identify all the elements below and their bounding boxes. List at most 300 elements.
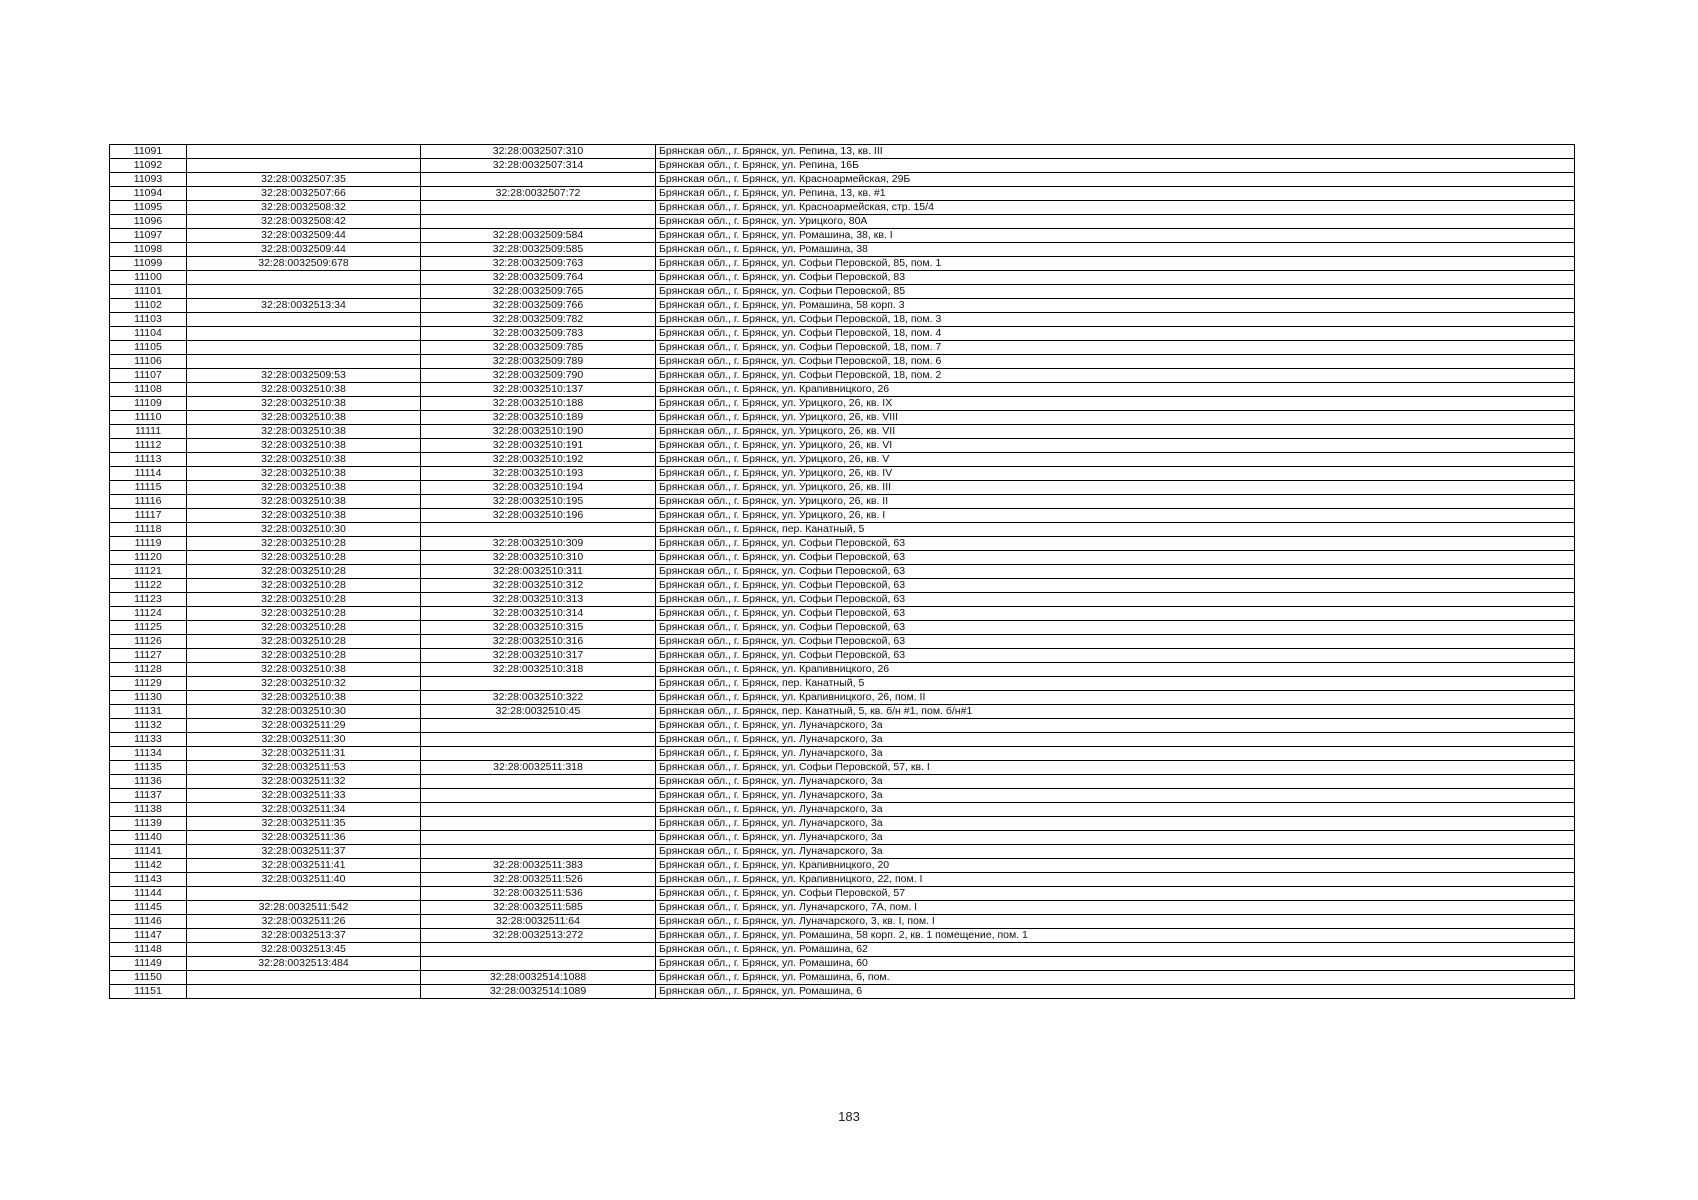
cadastral-number-land [187, 327, 421, 341]
cadastral-number-building: 32:28:0032510:193 [421, 467, 656, 481]
row-number: 11100 [110, 271, 187, 285]
row-number: 11129 [110, 677, 187, 691]
row-number: 11092 [110, 159, 187, 173]
row-number: 11106 [110, 355, 187, 369]
row-number: 11137 [110, 789, 187, 803]
cadastral-number-land: 32:28:0032510:38 [187, 509, 421, 523]
table-row [110, 257, 1575, 271]
cadastral-number-building: 32:28:0032509:764 [421, 271, 656, 285]
address: Брянская обл., г. Брянск, ул. Ромашина, 58 корп. 2, кв. 1 помещение, пом. 1 [656, 929, 1575, 943]
cadastral-number-land: 32:28:0032510:38 [187, 383, 421, 397]
page-number: 183 [838, 1109, 860, 1124]
table-row [110, 817, 1575, 831]
table-row [110, 145, 1575, 159]
row-number: 11123 [110, 593, 187, 607]
table-row [110, 439, 1575, 453]
cadastral-number-land: 32:28:0032510:38 [187, 397, 421, 411]
address: Брянская обл., г. Брянск, ул. Красноармейская, 29Б [656, 173, 1575, 187]
address: Брянская обл., г. Брянск, ул. Луначарского, 3а [656, 733, 1575, 747]
table-row [110, 649, 1575, 663]
cadastral-number-building: 32:28:0032510:312 [421, 579, 656, 593]
row-number: 11134 [110, 747, 187, 761]
cadastral-number-building [421, 957, 656, 971]
table-row [110, 495, 1575, 509]
row-number: 11117 [110, 509, 187, 523]
row-number: 11107 [110, 369, 187, 383]
address: Брянская обл., г. Брянск, ул. Урицкого, 26, кв. VI [656, 439, 1575, 453]
table-row [110, 187, 1575, 201]
address: Брянская обл., г. Брянск, ул. Софьи Перовской, 18, пом. 2 [656, 369, 1575, 383]
cadastral-number-building: 32:28:0032509:584 [421, 229, 656, 243]
row-number: 11099 [110, 257, 187, 271]
table-row [110, 873, 1575, 887]
cadastral-number-building [421, 523, 656, 537]
cadastral-number-land: 32:28:0032511:53 [187, 761, 421, 775]
cadastral-number-land [187, 271, 421, 285]
cadastral-number-building: 32:28:0032513:272 [421, 929, 656, 943]
table-row [110, 677, 1575, 691]
address: Брянская обл., г. Брянск, ул. Урицкого, 26, кв. II [656, 495, 1575, 509]
row-number: 11135 [110, 761, 187, 775]
row-number: 11127 [110, 649, 187, 663]
table-body [110, 145, 1575, 999]
cadastral-number-building: 32:28:0032507:310 [421, 145, 656, 159]
table-row [110, 747, 1575, 761]
address: Брянская обл., г. Брянск, ул. Луначарского, 3а [656, 803, 1575, 817]
row-number: 11126 [110, 635, 187, 649]
cadastral-number-building: 32:28:0032509:766 [421, 299, 656, 313]
row-number: 11102 [110, 299, 187, 313]
cadastral-number-land [187, 145, 421, 159]
table-row [110, 621, 1575, 635]
row-number: 11139 [110, 817, 187, 831]
table-row [110, 523, 1575, 537]
cadastral-number-land: 32:28:0032511:32 [187, 775, 421, 789]
row-number: 11122 [110, 579, 187, 593]
row-number: 11144 [110, 887, 187, 901]
row-number: 11104 [110, 327, 187, 341]
cadastral-number-building [421, 803, 656, 817]
cadastral-number-building: 32:28:0032510:316 [421, 635, 656, 649]
row-number: 11131 [110, 705, 187, 719]
cadastral-number-land [187, 887, 421, 901]
row-number: 11112 [110, 439, 187, 453]
address: Брянская обл., г. Брянск, ул. Репина, 13, кв. III [656, 145, 1575, 159]
cadastral-number-land: 32:28:0032511:37 [187, 845, 421, 859]
cadastral-number-building [421, 845, 656, 859]
cadastral-number-land: 32:28:0032511:30 [187, 733, 421, 747]
row-number: 11114 [110, 467, 187, 481]
row-number: 11116 [110, 495, 187, 509]
address: Брянская обл., г. Брянск, ул. Луначарского, 3а [656, 747, 1575, 761]
table-row [110, 929, 1575, 943]
cadastral-number-land: 32:28:0032508:32 [187, 201, 421, 215]
row-number: 11125 [110, 621, 187, 635]
address: Брянская обл., г. Брянск, ул. Софьи Перовской, 18, пом. 7 [656, 341, 1575, 355]
cadastral-number-building: 32:28:0032507:72 [421, 187, 656, 201]
address: Брянская обл., г. Брянск, ул. Луначарского, 3а [656, 719, 1575, 733]
cadastral-number-building: 32:28:0032514:1088 [421, 971, 656, 985]
cadastral-number-land: 32:28:0032508:42 [187, 215, 421, 229]
address: Брянская обл., г. Брянск, ул. Ромашина, 58 корп. 3 [656, 299, 1575, 313]
cadastral-number-building [421, 733, 656, 747]
cadastral-number-land [187, 341, 421, 355]
table-row [110, 887, 1575, 901]
cadastral-number-land: 32:28:0032507:35 [187, 173, 421, 187]
cadastral-number-building: 32:28:0032511:585 [421, 901, 656, 915]
address: Брянская обл., г. Брянск, ул. Софьи Перовской, 57, кв. I [656, 761, 1575, 775]
table-row [110, 691, 1575, 705]
cadastral-number-building: 32:28:0032509:782 [421, 313, 656, 327]
cadastral-number-building: 32:28:0032514:1089 [421, 985, 656, 999]
table-row [110, 467, 1575, 481]
cadastral-number-land: 32:28:0032510:28 [187, 635, 421, 649]
address: Брянская обл., г. Брянск, ул. Ромашина, 62 [656, 943, 1575, 957]
row-number: 11101 [110, 285, 187, 299]
row-number: 11140 [110, 831, 187, 845]
cadastral-number-land: 32:28:0032510:28 [187, 593, 421, 607]
cadastral-number-land: 32:28:0032513:34 [187, 299, 421, 313]
table-row [110, 369, 1575, 383]
cadastral-number-land: 32:28:0032511:35 [187, 817, 421, 831]
table-row [110, 943, 1575, 957]
cadastral-number-land [187, 355, 421, 369]
address: Брянская обл., г. Брянск, ул. Крапивницкого, 26 [656, 383, 1575, 397]
table-row [110, 705, 1575, 719]
address: Брянская обл., г. Брянск, ул. Репина, 13, кв. #1 [656, 187, 1575, 201]
cadastral-number-building: 32:28:0032510:318 [421, 663, 656, 677]
cadastral-number-land: 32:28:0032509:44 [187, 229, 421, 243]
cadastral-number-land: 32:28:0032510:32 [187, 677, 421, 691]
cadastral-number-building [421, 201, 656, 215]
address: Брянская обл., г. Брянск, ул. Крапивницкого, 26 [656, 663, 1575, 677]
row-number: 11133 [110, 733, 187, 747]
table-row [110, 901, 1575, 915]
row-number: 11110 [110, 411, 187, 425]
table-row [110, 355, 1575, 369]
address: Брянская обл., г. Брянск, ул. Софьи Перовской, 63 [656, 537, 1575, 551]
address: Брянская обл., г. Брянск, ул. Софьи Перовской, 63 [656, 635, 1575, 649]
cadastral-number-land: 32:28:0032510:38 [187, 411, 421, 425]
cadastral-number-building: 32:28:0032509:790 [421, 369, 656, 383]
row-number: 11093 [110, 173, 187, 187]
row-number: 11151 [110, 985, 187, 999]
address: Брянская обл., г. Брянск, ул. Софьи Перовской, 83 [656, 271, 1575, 285]
row-number: 11132 [110, 719, 187, 733]
cadastral-number-land: 32:28:0032510:38 [187, 453, 421, 467]
address: Брянская обл., г. Брянск, ул. Софьи Перовской, 63 [656, 649, 1575, 663]
cadastral-number-land: 32:28:0032509:678 [187, 257, 421, 271]
cadastral-number-land [187, 313, 421, 327]
address: Брянская обл., г. Брянск, ул. Урицкого, 26, кв. IX [656, 397, 1575, 411]
row-number: 11115 [110, 481, 187, 495]
table-row [110, 229, 1575, 243]
address: Брянская обл., г. Брянск, ул. Урицкого, 26, кв. IV [656, 467, 1575, 481]
cadastral-number-land: 32:28:0032510:28 [187, 537, 421, 551]
row-number: 11143 [110, 873, 187, 887]
cadastral-number-land: 32:28:0032513:484 [187, 957, 421, 971]
cadastral-number-building: 32:28:0032510:311 [421, 565, 656, 579]
table-row [110, 313, 1575, 327]
row-number: 11103 [110, 313, 187, 327]
cadastral-number-building: 32:28:0032510:195 [421, 495, 656, 509]
row-number: 11128 [110, 663, 187, 677]
table-row [110, 607, 1575, 621]
row-number: 11111 [110, 425, 187, 439]
address: Брянская обл., г. Брянск, пер. Канатный, 5, кв. б/н #1, пом. б/н#1 [656, 705, 1575, 719]
address: Брянская обл., г. Брянск, ул. Софьи Перовской, 85 [656, 285, 1575, 299]
cadastral-number-land [187, 985, 421, 999]
table-row [110, 579, 1575, 593]
table-row [110, 957, 1575, 971]
table-row [110, 425, 1575, 439]
table-row [110, 775, 1575, 789]
cadastral-number-building: 32:28:0032510:45 [421, 705, 656, 719]
address: Брянская обл., г. Брянск, ул. Урицкого, 26, кв. I [656, 509, 1575, 523]
cadastral-number-building: 32:28:0032510:192 [421, 453, 656, 467]
row-number: 11138 [110, 803, 187, 817]
table-row [110, 215, 1575, 229]
address: Брянская обл., г. Брянск, ул. Ромашина, 6 [656, 985, 1575, 999]
table-row [110, 201, 1575, 215]
cadastral-number-land: 32:28:0032510:38 [187, 425, 421, 439]
address: Брянская обл., г. Брянск, ул. Луначарского, 3а [656, 775, 1575, 789]
cadastral-number-building [421, 215, 656, 229]
cadastral-number-land: 32:28:0032510:28 [187, 565, 421, 579]
address: Брянская обл., г. Брянск, ул. Луначарского, 3а [656, 831, 1575, 845]
cadastral-number-building: 32:28:0032510:314 [421, 607, 656, 621]
row-number: 11098 [110, 243, 187, 257]
cadastral-number-land: 32:28:0032510:38 [187, 691, 421, 705]
row-number: 11145 [110, 901, 187, 915]
row-number: 11118 [110, 523, 187, 537]
cadastral-number-building [421, 943, 656, 957]
address: Брянская обл., г. Брянск, ул. Луначарского, 3а [656, 845, 1575, 859]
address: Брянская обл., г. Брянск, ул. Репина, 16Б [656, 159, 1575, 173]
cadastral-number-land: 32:28:0032510:28 [187, 579, 421, 593]
row-number: 11091 [110, 145, 187, 159]
cadastral-number-land: 32:28:0032511:29 [187, 719, 421, 733]
row-number: 11119 [110, 537, 187, 551]
address: Брянская обл., г. Брянск, пер. Канатный, 5 [656, 677, 1575, 691]
cadastral-number-building [421, 789, 656, 803]
table-row [110, 831, 1575, 845]
address: Брянская обл., г. Брянск, пер. Канатный, 5 [656, 523, 1575, 537]
row-number: 11121 [110, 565, 187, 579]
address: Брянская обл., г. Брянск, ул. Луначарского, 3а [656, 789, 1575, 803]
table-row [110, 411, 1575, 425]
cadastral-number-building: 32:28:0032509:783 [421, 327, 656, 341]
cadastral-number-building: 32:28:0032510:188 [421, 397, 656, 411]
cadastral-number-land [187, 971, 421, 985]
cadastral-number-building: 32:28:0032510:191 [421, 439, 656, 453]
cadastral-number-land: 32:28:0032511:36 [187, 831, 421, 845]
table-row [110, 271, 1575, 285]
cadastral-number-building: 32:28:0032510:137 [421, 383, 656, 397]
row-number: 11096 [110, 215, 187, 229]
address: Брянская обл., г. Брянск, ул. Крапивницкого, 22, пом. I [656, 873, 1575, 887]
cadastral-number-building: 32:28:0032510:194 [421, 481, 656, 495]
row-number: 11142 [110, 859, 187, 873]
cadastral-number-land: 32:28:0032510:28 [187, 649, 421, 663]
cadastral-number-building: 32:28:0032509:585 [421, 243, 656, 257]
row-number: 11141 [110, 845, 187, 859]
cadastral-number-land: 32:28:0032510:38 [187, 439, 421, 453]
cadastral-number-land: 32:28:0032511:41 [187, 859, 421, 873]
table-row [110, 453, 1575, 467]
row-number: 11120 [110, 551, 187, 565]
row-number: 11150 [110, 971, 187, 985]
address: Брянская обл., г. Брянск, ул. Ромашина, 6, пом. [656, 971, 1575, 985]
row-number: 11149 [110, 957, 187, 971]
row-number: 11105 [110, 341, 187, 355]
cadastral-number-land: 32:28:0032513:37 [187, 929, 421, 943]
table-row [110, 285, 1575, 299]
cadastral-number-land: 32:28:0032511:542 [187, 901, 421, 915]
table-row [110, 985, 1575, 999]
row-number: 11097 [110, 229, 187, 243]
cadastral-number-building [421, 817, 656, 831]
cadastral-number-land: 32:28:0032509:44 [187, 243, 421, 257]
table-row [110, 565, 1575, 579]
table-row [110, 761, 1575, 775]
cadastral-number-land: 32:28:0032510:28 [187, 551, 421, 565]
address: Брянская обл., г. Брянск, ул. Урицкого, 80А [656, 215, 1575, 229]
table-row [110, 551, 1575, 565]
cadastral-number-land: 32:28:0032511:34 [187, 803, 421, 817]
table-row [110, 635, 1575, 649]
cadastral-number-land: 32:28:0032509:53 [187, 369, 421, 383]
cadastral-number-land: 32:28:0032510:38 [187, 481, 421, 495]
table-row [110, 859, 1575, 873]
cadastral-number-building [421, 747, 656, 761]
row-number: 11109 [110, 397, 187, 411]
cadastral-number-building: 32:28:0032511:383 [421, 859, 656, 873]
table-row [110, 537, 1575, 551]
table-row [110, 341, 1575, 355]
cadastral-number-land: 32:28:0032511:33 [187, 789, 421, 803]
cadastral-number-building: 32:28:0032510:196 [421, 509, 656, 523]
address: Брянская обл., г. Брянск, ул. Софьи Перовской, 63 [656, 565, 1575, 579]
address: Брянская обл., г. Брянск, ул. Софьи Перовской, 57 [656, 887, 1575, 901]
table-row [110, 327, 1575, 341]
address: Брянская обл., г. Брянск, ул. Урицкого, 26, кв. III [656, 481, 1575, 495]
cadastral-number-building: 32:28:0032511:318 [421, 761, 656, 775]
table-row [110, 299, 1575, 313]
table-row [110, 971, 1575, 985]
address: Брянская обл., г. Брянск, ул. Софьи Перовской, 18, пом. 4 [656, 327, 1575, 341]
cadastral-number-building: 32:28:0032509:763 [421, 257, 656, 271]
cadastral-number-building: 32:28:0032510:310 [421, 551, 656, 565]
cadastral-number-building [421, 831, 656, 845]
cadastral-table [109, 144, 1575, 999]
cadastral-number-building: 32:28:0032511:64 [421, 915, 656, 929]
address: Брянская обл., г. Брянск, ул. Крапивницкого, 26, пом. II [656, 691, 1575, 705]
cadastral-number-land [187, 285, 421, 299]
address: Брянская обл., г. Брянск, ул. Софьи Перовской, 63 [656, 593, 1575, 607]
table-row [110, 397, 1575, 411]
address: Брянская обл., г. Брянск, ул. Софьи Перовской, 63 [656, 579, 1575, 593]
row-number: 11136 [110, 775, 187, 789]
address: Брянская обл., г. Брянск, ул. Урицкого, 26, кв. VII [656, 425, 1575, 439]
cadastral-number-building: 32:28:0032510:317 [421, 649, 656, 663]
address: Брянская обл., г. Брянск, ул. Софьи Перовской, 63 [656, 551, 1575, 565]
table-row [110, 173, 1575, 187]
table-row [110, 481, 1575, 495]
cadastral-number-land: 32:28:0032510:28 [187, 607, 421, 621]
address: Брянская обл., г. Брянск, ул. Софьи Перовской, 85, пом. 1 [656, 257, 1575, 271]
cadastral-number-building [421, 173, 656, 187]
cadastral-number-building: 32:28:0032509:789 [421, 355, 656, 369]
row-number: 11095 [110, 201, 187, 215]
cadastral-number-building: 32:28:0032510:313 [421, 593, 656, 607]
cadastral-number-land: 32:28:0032510:38 [187, 495, 421, 509]
row-number: 11124 [110, 607, 187, 621]
cadastral-number-building: 32:28:0032507:314 [421, 159, 656, 173]
cadastral-number-building: 32:28:0032510:190 [421, 425, 656, 439]
row-number: 11148 [110, 943, 187, 957]
cadastral-number-building: 32:28:0032509:785 [421, 341, 656, 355]
cadastral-number-building: 32:28:0032510:315 [421, 621, 656, 635]
cadastral-number-land [187, 159, 421, 173]
table-row [110, 915, 1575, 929]
cadastral-number-building: 32:28:0032510:309 [421, 537, 656, 551]
cadastral-number-land: 32:28:0032510:30 [187, 523, 421, 537]
table-row [110, 803, 1575, 817]
table-row [110, 159, 1575, 173]
cadastral-number-land: 32:28:0032510:28 [187, 621, 421, 635]
cadastral-number-land: 32:28:0032510:30 [187, 705, 421, 719]
cadastral-number-building: 32:28:0032510:322 [421, 691, 656, 705]
cadastral-number-land: 32:28:0032513:45 [187, 943, 421, 957]
address: Брянская обл., г. Брянск, ул. Софьи Перовской, 18, пом. 6 [656, 355, 1575, 369]
row-number: 11146 [110, 915, 187, 929]
cadastral-number-land: 32:28:0032507:66 [187, 187, 421, 201]
table-row [110, 789, 1575, 803]
cadastral-number-land: 32:28:0032510:38 [187, 467, 421, 481]
address: Брянская обл., г. Брянск, ул. Софьи Перовской, 63 [656, 607, 1575, 621]
address: Брянская обл., г. Брянск, ул. Софьи Перовской, 18, пом. 3 [656, 313, 1575, 327]
cadastral-number-building: 32:28:0032509:765 [421, 285, 656, 299]
table-row [110, 663, 1575, 677]
row-number: 11108 [110, 383, 187, 397]
cadastral-number-building [421, 719, 656, 733]
cadastral-number-land: 32:28:0032510:38 [187, 663, 421, 677]
address: Брянская обл., г. Брянск, ул. Ромашина, 38 [656, 243, 1575, 257]
cadastral-number-land: 32:28:0032511:31 [187, 747, 421, 761]
address: Брянская обл., г. Брянск, ул. Красноармейская, стр. 15/4 [656, 201, 1575, 215]
cadastral-number-building [421, 677, 656, 691]
cadastral-number-building: 32:28:0032510:189 [421, 411, 656, 425]
address: Брянская обл., г. Брянск, ул. Софьи Перовской, 63 [656, 621, 1575, 635]
cadastral-number-land: 32:28:0032511:26 [187, 915, 421, 929]
cadastral-number-building [421, 775, 656, 789]
address: Брянская обл., г. Брянск, ул. Луначарского, 7А, пом. I [656, 901, 1575, 915]
table-row [110, 733, 1575, 747]
address: Брянская обл., г. Брянск, ул. Крапивницкого, 20 [656, 859, 1575, 873]
row-number: 11130 [110, 691, 187, 705]
cadastral-number-building: 32:28:0032511:536 [421, 887, 656, 901]
address: Брянская обл., г. Брянск, ул. Луначарского, 3, кв. I, пом. I [656, 915, 1575, 929]
table-row [110, 243, 1575, 257]
cadastral-number-building: 32:28:0032511:526 [421, 873, 656, 887]
table-row [110, 593, 1575, 607]
table-row [110, 383, 1575, 397]
address: Брянская обл., г. Брянск, ул. Урицкого, 26, кв. V [656, 453, 1575, 467]
row-number: 11147 [110, 929, 187, 943]
address: Брянская обл., г. Брянск, ул. Урицкого, 26, кв. VIII [656, 411, 1575, 425]
table-row [110, 845, 1575, 859]
